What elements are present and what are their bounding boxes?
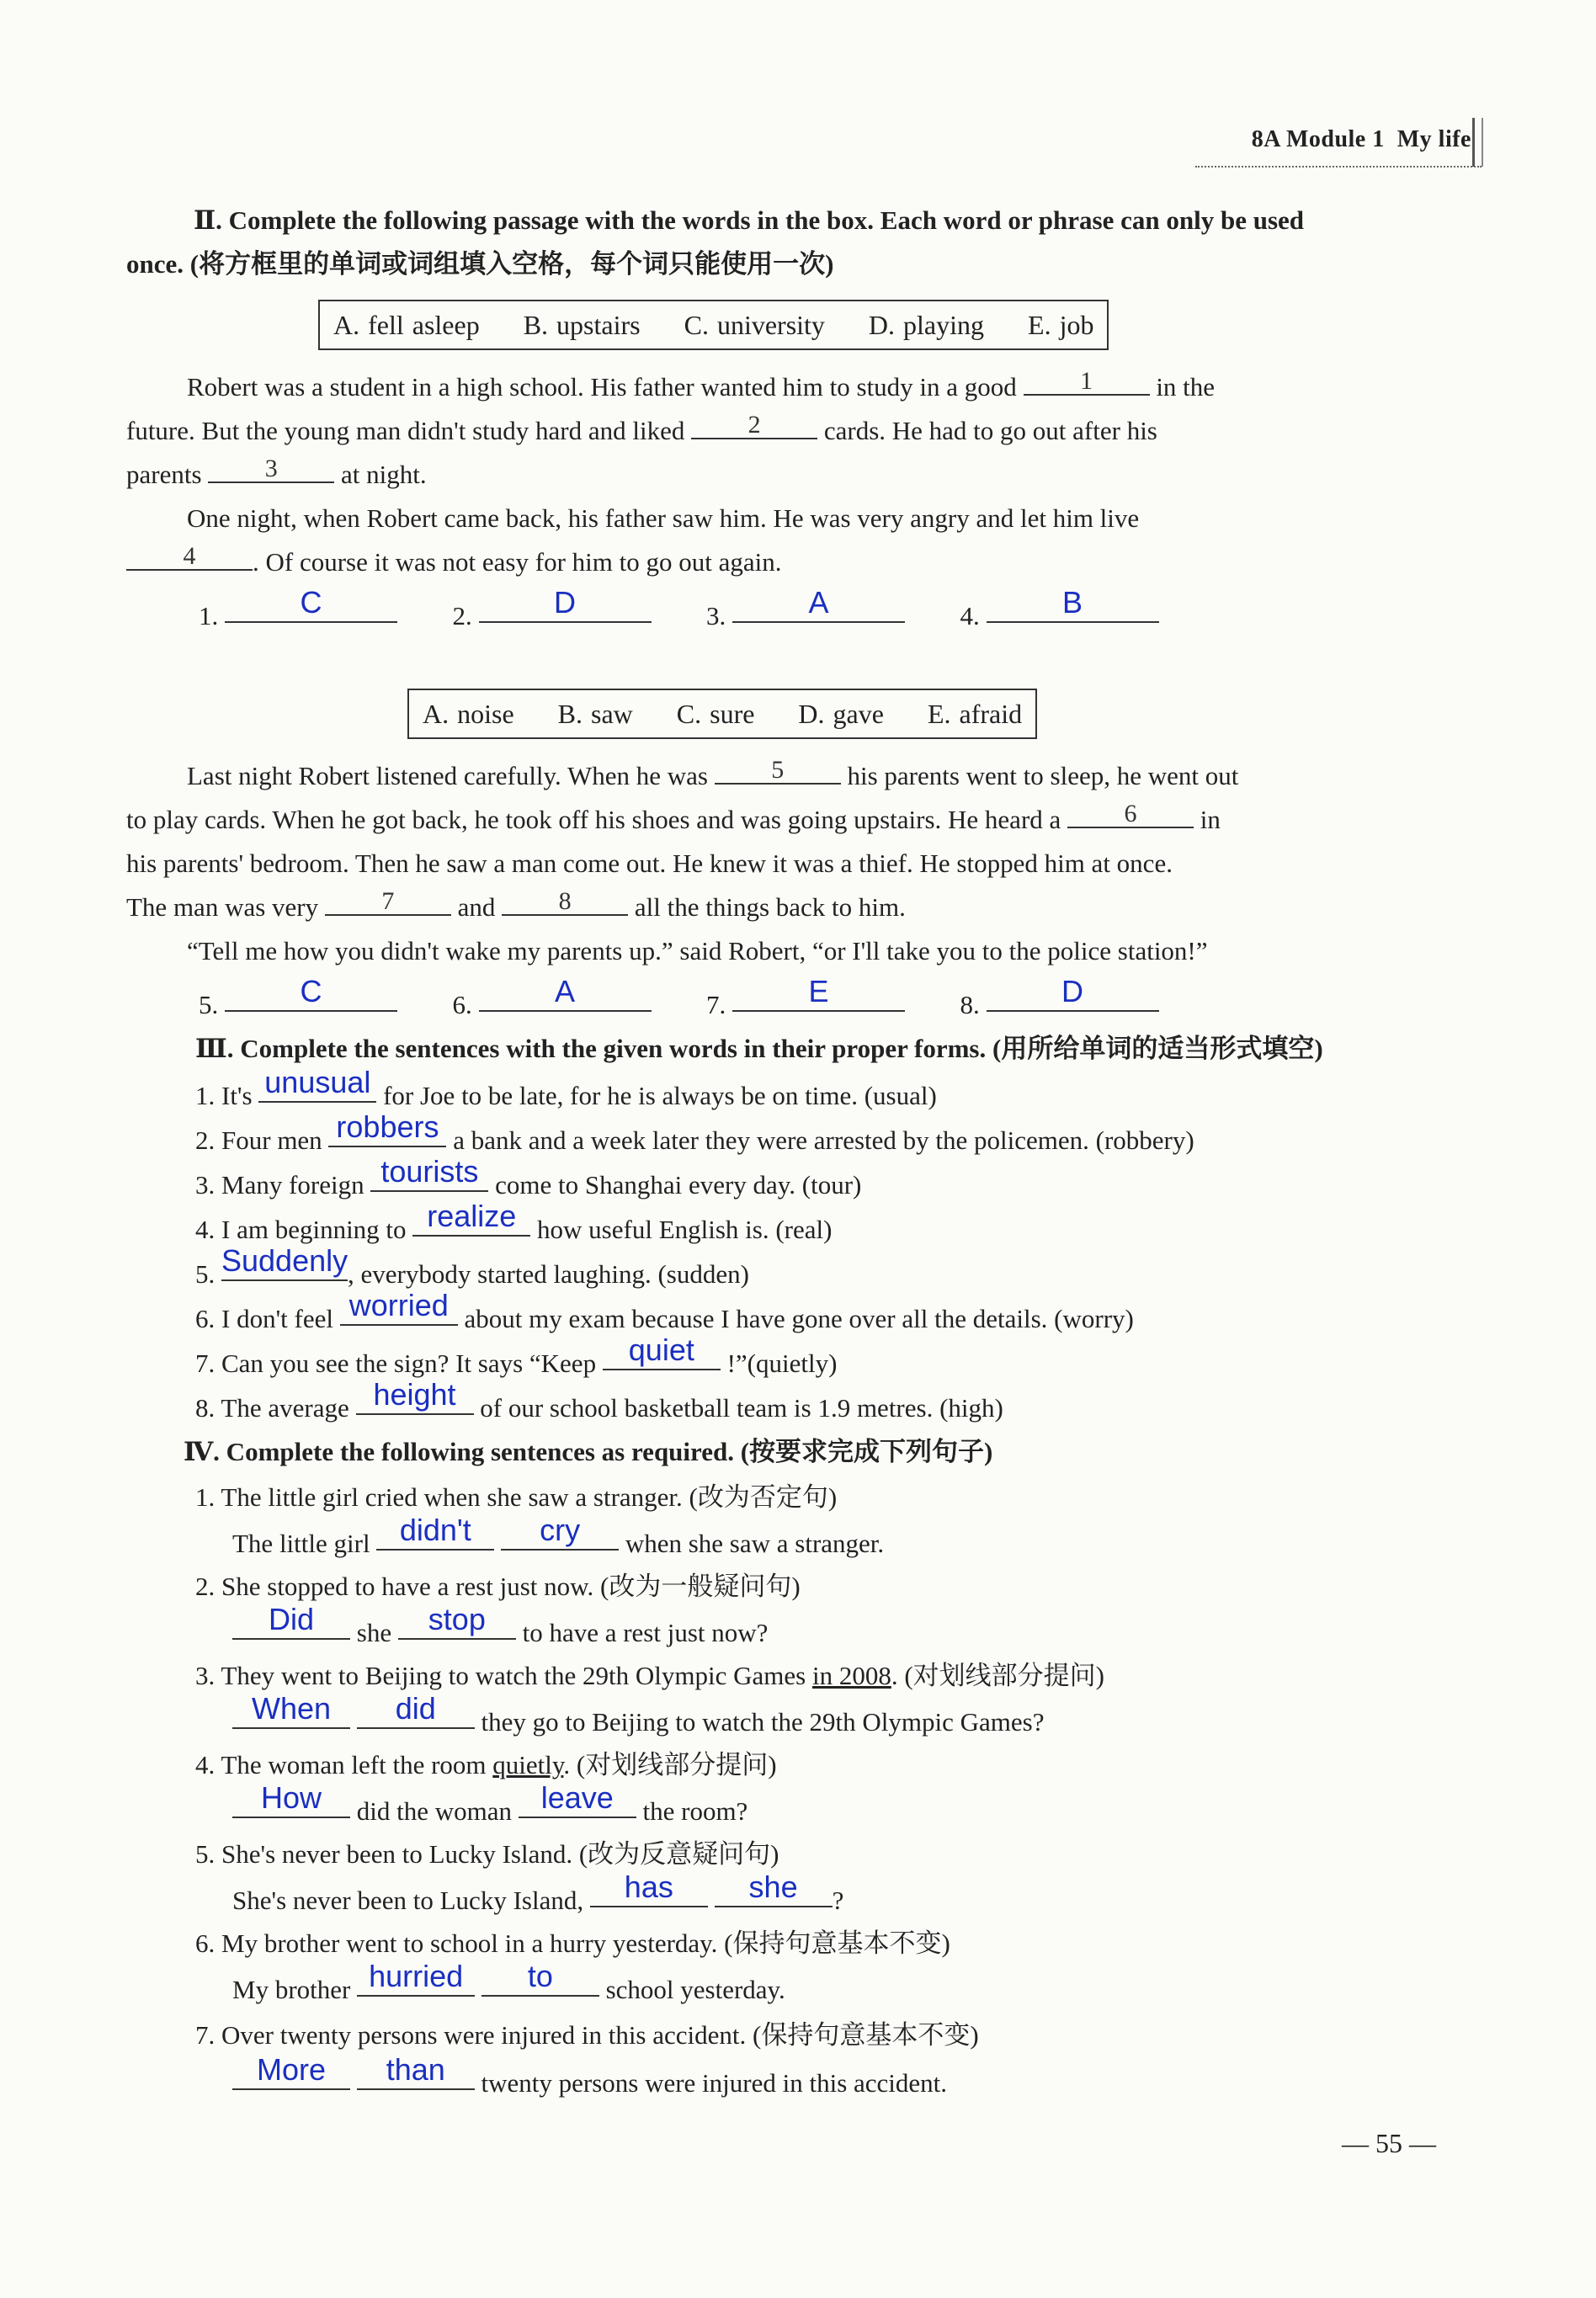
s4-q3 — [195, 1657, 1546, 1694]
text: The average — [221, 1393, 349, 1423]
blank-number: 6 — [1124, 800, 1137, 827]
text: The woman left the room — [221, 1750, 487, 1779]
answer-blank — [519, 1780, 636, 1818]
text: they go to Beijing to watch the 29th Olympic Games? — [481, 1707, 1045, 1737]
answer-blank — [479, 585, 652, 623]
word-box-1 — [318, 300, 1109, 350]
answer-text: tourists — [380, 1154, 479, 1189]
answer-number: 1. — [199, 601, 219, 630]
box1-option: C. university — [684, 310, 825, 340]
s4-q4 — [195, 1747, 1546, 1784]
text: Robert was a student in a high school. His father wanted him to study in a good — [187, 372, 1017, 402]
answer-number: 3. — [706, 601, 726, 630]
answer-text: Did — [268, 1602, 315, 1636]
item-number: 5. — [195, 1259, 215, 1289]
text: They went to Beijing to watch the 29th Olympic Games — [221, 1661, 806, 1690]
s4-a3 — [232, 1691, 1583, 1741]
section3-title: Ⅲ. Complete the sentences with the given words in their proper forms. (用所给单词的适当形式填空) — [195, 1034, 1323, 1063]
answer-blank — [357, 1959, 475, 1997]
answer-blank — [340, 1288, 458, 1326]
answer-text: D — [554, 585, 576, 620]
box1-option: E. job — [1028, 310, 1094, 340]
text: She's never been to Lucky Island. (改为反意疑问句) — [221, 1839, 779, 1869]
text: !”(quietly) — [726, 1348, 838, 1378]
answer-number: 6. — [452, 990, 472, 1019]
answer-number: 2. — [452, 601, 472, 630]
answer-blank — [258, 1065, 376, 1103]
blank-number: 7 — [381, 887, 395, 915]
answer-blank — [732, 585, 905, 623]
header-bar — [1472, 118, 1483, 167]
passage1-line4: One night, when Robert came back, his father saw him. He was very angry and let him live — [187, 503, 1140, 533]
word-box-2 — [407, 689, 1037, 739]
answer-blank — [987, 974, 1159, 1012]
s4-q5 — [195, 1836, 1546, 1873]
text: . (对划线部分提问) — [563, 1750, 777, 1779]
passage2-line1 — [187, 758, 1477, 795]
answer-blank — [715, 1870, 833, 1907]
s3-item-3 — [195, 1154, 1546, 1204]
text: a bank and a week later they were arrested by the policemen. (robbery) — [453, 1125, 1194, 1155]
box2-option: C. sure — [676, 699, 755, 729]
s4-a1 — [232, 1513, 1583, 1562]
text: did the woman — [356, 1796, 512, 1826]
answer-text: cry — [540, 1513, 581, 1547]
box1-option: A. fell asleep — [333, 310, 480, 340]
s4-a4 — [232, 1780, 1583, 1830]
answer-text: she — [748, 1870, 798, 1904]
text: The little girl — [232, 1529, 370, 1558]
text: Can you see the sign? It says “Keep — [221, 1348, 597, 1378]
s3-item-4 — [195, 1199, 1546, 1248]
text: She stopped to have a rest just now. (改为一般疑问句) — [221, 1572, 801, 1601]
passage2-line3: his parents' bedroom. Then he saw a man come out. He knew it was a thief. He stopped him at once. — [126, 848, 1173, 878]
answer-text: than — [386, 2052, 445, 2087]
answer-text: to — [527, 1959, 553, 1993]
text: about my exam because I have gone over all the details. (worry) — [464, 1304, 1134, 1333]
passage2-line2 — [126, 801, 1477, 838]
text: I don't feel — [221, 1304, 333, 1333]
text: come to Shanghai every day. (tour) — [495, 1170, 862, 1200]
text: She's never been to Lucky Island, — [232, 1886, 584, 1915]
answer-text: C — [300, 974, 322, 1008]
blank-1 — [1024, 369, 1150, 396]
answer-blank — [501, 1513, 619, 1551]
item-number: 6. — [195, 1304, 215, 1333]
blank-4 — [126, 544, 253, 571]
blank-number: 3 — [264, 455, 278, 482]
item-number: 2. — [195, 1572, 215, 1601]
module-label: 8A Module 1 — [1251, 126, 1385, 152]
answer-number: 5. — [199, 990, 219, 1019]
answer-text: C — [300, 585, 322, 620]
answer-text: E — [808, 974, 829, 1008]
answer-text: More — [256, 2052, 327, 2087]
text: for Joe to be late, for he is always be on time. (usual) — [383, 1081, 937, 1110]
answer-blank — [225, 585, 397, 623]
text: future. But the young man didn't study hard and liked — [126, 416, 685, 445]
text: The little girl cried when she saw a stranger. (改为否定句) — [221, 1482, 838, 1512]
answer-blank — [356, 1377, 474, 1415]
item-number: 2. — [195, 1125, 215, 1155]
answer-blank — [398, 1602, 516, 1640]
item-number: 1. — [195, 1081, 215, 1110]
answer-text: leave — [540, 1780, 614, 1815]
text: when she saw a stranger. — [625, 1529, 885, 1558]
answer-text: unusual — [264, 1065, 371, 1099]
item-number: 4. — [195, 1215, 215, 1244]
underlined-part: in 2008 — [811, 1661, 891, 1690]
answer-blank — [376, 1513, 494, 1551]
text: all the things back to him. — [634, 892, 906, 922]
page-number: — 55 — — [1342, 2128, 1436, 2158]
text: at night. — [341, 460, 427, 489]
answer-text: worried — [348, 1288, 449, 1322]
text: in the — [1156, 372, 1216, 402]
text: in — [1200, 805, 1221, 834]
item-number: 7. — [195, 1348, 215, 1378]
answer-text: A — [808, 585, 829, 620]
blank-7 — [325, 889, 451, 916]
text: to have a rest just now? — [522, 1618, 769, 1647]
answer-number: 4. — [960, 601, 980, 630]
text: to play cards. When he got back, he took off his shoes and was going upstairs. He heard a — [126, 805, 1061, 834]
text: Last night Robert listened carefully. When he was — [187, 761, 708, 790]
section2-title-line1: Ⅱ. Complete the following passage with the words in the box. Each word or phrase can only be used — [194, 205, 1305, 235]
passage1-line2 — [126, 412, 1477, 449]
s4-q6 — [195, 1925, 1546, 1962]
text: , everybody started laughing. (sudden) — [348, 1259, 749, 1289]
s4-q1 — [195, 1479, 1546, 1516]
section2-title-line2: once. (将方框里的单词或词组填入空格，每个词只能使用一次) — [126, 249, 834, 279]
header-rule — [1195, 166, 1482, 168]
answer-blank — [232, 1691, 350, 1729]
answer-blank — [225, 974, 397, 1012]
answer-text: didn't — [399, 1513, 471, 1547]
s4-a5 — [232, 1870, 1583, 1919]
answers-row-2 — [199, 974, 1550, 1024]
answer-blank — [232, 1602, 350, 1640]
topic-label: My life — [1396, 126, 1471, 152]
text: My brother went to school in a hurry yesterday. (保持句意基本不变) — [221, 1928, 950, 1958]
text: and — [457, 892, 496, 922]
passage1-line3 — [126, 456, 1477, 493]
blank-number: 2 — [747, 411, 761, 439]
answer-text: hurried — [369, 1959, 464, 1993]
text: Many foreign — [221, 1170, 364, 1200]
answer-blank — [987, 585, 1159, 623]
answer-blank — [232, 1780, 350, 1818]
answer-blank — [370, 1154, 488, 1192]
answer-text: When — [251, 1691, 332, 1726]
item-number: 4. — [195, 1750, 215, 1779]
answer-blank — [232, 2052, 350, 2090]
answer-text: stop — [428, 1602, 486, 1636]
text: of our school basketball team is 1.9 metres. (high) — [480, 1393, 1003, 1423]
box2-option: B. saw — [557, 699, 633, 729]
blank-2 — [691, 412, 817, 439]
text: Four men — [221, 1125, 322, 1155]
answer-text: realize — [427, 1199, 517, 1233]
item-number: 8. — [195, 1393, 215, 1423]
blank-number: 5 — [771, 756, 785, 784]
blank-number: 1 — [1080, 367, 1093, 395]
answer-blank — [357, 2052, 475, 2090]
text: I am beginning to — [221, 1215, 407, 1244]
text: his parents went to sleep, he went out — [847, 761, 1239, 790]
answer-text: A — [554, 974, 575, 1008]
answer-text: B — [1061, 585, 1083, 620]
text: The man was very — [126, 892, 319, 922]
box1-option: B. upstairs — [523, 310, 641, 340]
blank-6 — [1067, 801, 1194, 828]
s4-a2 — [232, 1602, 1583, 1652]
s4-a6 — [232, 1959, 1583, 2008]
passage2-line4 — [126, 889, 1477, 926]
s4-a7 — [232, 2052, 1583, 2102]
item-number: 1. — [195, 1482, 215, 1512]
text: . (对划线部分提问) — [891, 1661, 1105, 1690]
box2-option: E. afraid — [927, 699, 1023, 729]
answer-number: 8. — [960, 990, 980, 1019]
text: the room? — [642, 1796, 748, 1826]
text: My brother — [232, 1975, 351, 2004]
answer-text: D — [1061, 974, 1083, 1008]
text: parents — [126, 460, 202, 489]
text: . Of course it was not easy for him to go out again. — [253, 547, 782, 577]
passage1-line1 — [187, 369, 1477, 406]
answers-row-1 — [199, 585, 1550, 635]
blank-5 — [715, 758, 841, 785]
blank-8 — [502, 889, 628, 916]
text: how useful English is. (real) — [537, 1215, 833, 1244]
item-number: 3. — [195, 1661, 215, 1690]
answer-blank — [603, 1333, 721, 1370]
text: It's — [221, 1081, 253, 1110]
text: twenty persons were injured in this accident. — [481, 2068, 948, 2098]
answer-text: robbers — [336, 1109, 439, 1144]
passage1-line5 — [126, 544, 1477, 581]
text: cards. He had to go out after his — [823, 416, 1157, 445]
answer-blank — [590, 1870, 708, 1907]
answer-text: quiet — [628, 1333, 694, 1367]
answer-blank — [479, 974, 652, 1012]
item-number: 6. — [195, 1928, 215, 1958]
page-header — [1252, 126, 1471, 153]
box2-option: A. noise — [423, 699, 514, 729]
s4-q2 — [195, 1568, 1546, 1605]
item-number: 3. — [195, 1170, 215, 1200]
answer-blank — [412, 1199, 530, 1237]
s4-q7 — [195, 2017, 1546, 2054]
box1-option: D. playing — [868, 310, 985, 340]
answer-text: How — [260, 1780, 322, 1815]
s3-item-8 — [195, 1377, 1546, 1427]
section4-title: Ⅳ. Complete the following sentences as required. (按要求完成下列句子) — [184, 1437, 993, 1466]
answer-text: height — [373, 1377, 456, 1412]
answer-blank — [221, 1243, 348, 1281]
text: ? — [832, 1886, 844, 1915]
s3-item-6 — [195, 1288, 1546, 1338]
answer-blank — [357, 1691, 475, 1729]
answer-text: has — [624, 1870, 673, 1904]
blank-number: 4 — [183, 542, 196, 570]
passage2-line5: “Tell me how you didn't wake my parents up.” said Robert, “or I'll take you to the police station!” — [187, 936, 1208, 965]
answer-blank — [732, 974, 905, 1012]
answer-blank — [328, 1109, 446, 1147]
underlined-part: quietly — [492, 1750, 564, 1779]
blank-number: 8 — [558, 887, 572, 915]
box2-option: D. gave — [798, 699, 884, 729]
item-number: 5. — [195, 1839, 215, 1869]
text: school yesterday. — [605, 1975, 785, 2004]
answer-blank — [481, 1959, 599, 1997]
text: she — [356, 1618, 392, 1647]
answer-number: 7. — [706, 990, 726, 1019]
blank-3 — [208, 456, 334, 483]
item-number: 7. — [195, 2020, 215, 2050]
answer-text: did — [395, 1691, 436, 1726]
answer-text: Suddenly — [221, 1243, 348, 1278]
text: Over twenty persons were injured in this accident. (保持句意基本不变) — [221, 2020, 979, 2050]
